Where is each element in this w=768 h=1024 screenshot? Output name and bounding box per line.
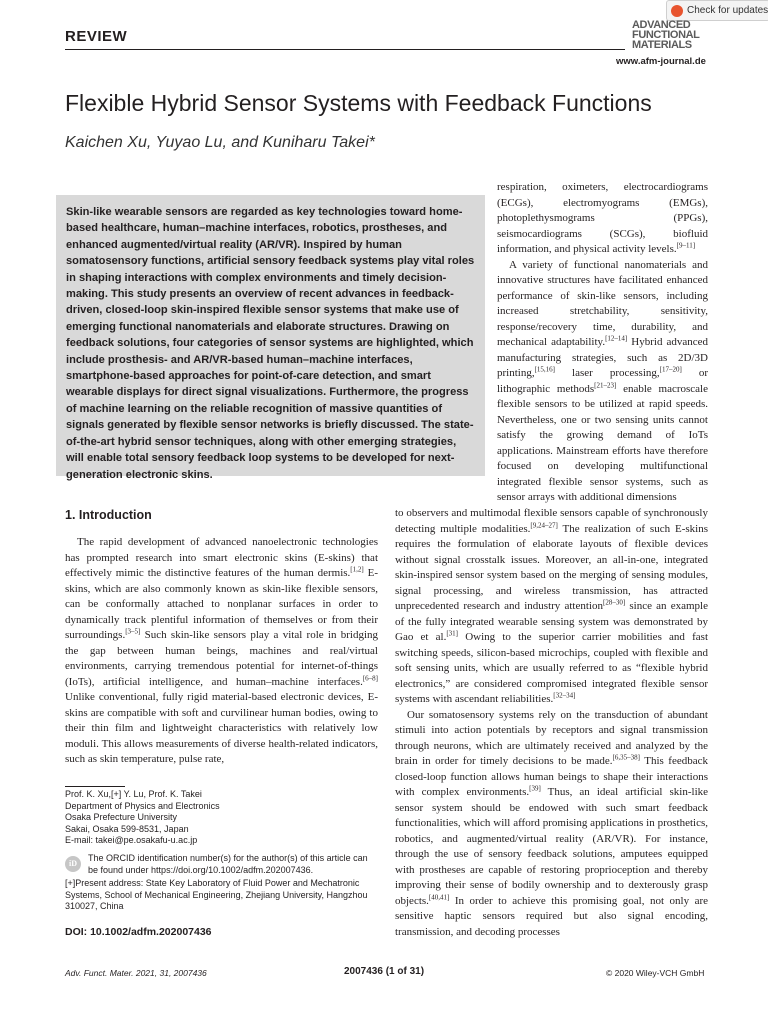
check-for-updates-button[interactable] xyxy=(666,0,768,21)
paragraph-text: enable macroscale flexible sensors to be utilized at rapid speeds. Nevertheless, one or two sensing units cannot satisfy the growing demand of IoTs applications. Mainstream efforts have therefore focused on developing multifunctional integrated flexible sensor systems, such as sensor arrays with additional dimensions xyxy=(497,382,708,503)
affiliation-line: Department of Physics and Electronics xyxy=(65,800,220,811)
citation-ref: [28–30] xyxy=(602,598,626,607)
doi-link[interactable]: DOI: 10.1002/adfm.202007436 xyxy=(65,926,212,938)
right-column-top xyxy=(497,180,708,506)
paragraph-text: The realization of such E-skins requires the formulation of elaborate layouts of flexible devices without signal crosstalk issues. Moreover, an all-in-one, integrated skin-inspired sensor system based on the merging of sensing modules, signal processing, and wireless transmission, has attracted unprecedented research and industry attention xyxy=(395,522,708,612)
logo-line-3: MATERIALS xyxy=(632,39,692,51)
paragraph-text: The rapid development of advanced nanoelectronic technologies has prompted research into smart electronic skins (E-skins) that effectively mimic the distinctive features of the human dermis. xyxy=(65,536,378,579)
citation-ref: [6–8] xyxy=(362,673,378,682)
footer-copyright: © 2020 Wiley-VCH GmbH xyxy=(606,968,705,978)
citation-ref: [17–20] xyxy=(659,365,682,374)
paragraph-text: Our somatosensory systems rely on the transduction of abundant stimuli into action potentials by receptors and signal transmission through neurons, which are ultimately received and analyzed by the brain in order for timely decisions to be made. xyxy=(395,708,708,767)
article-authors: Kaichen Xu, Yuyao Lu, and Kuniharu Takei* xyxy=(65,134,375,151)
citation-ref: [21–23] xyxy=(594,380,617,389)
footer-page-number: 2007436 (1 of 31) xyxy=(344,966,425,977)
affiliation-line: Osaka Prefecture University xyxy=(65,812,178,823)
paragraph-text: to observers and multimodal flexible sensors capable of synchronously detecting multiple modalities. xyxy=(395,507,708,535)
affiliation-line: Prof. K. Xu,[+] Y. Lu, Prof. K. Takei xyxy=(65,789,202,799)
paragraph-text: A variety of functional nanomaterials and innovative structures have facilitated enhanced performance of skin-like sensors, including increased stretchability, sensitivity, response/recovery time, durability, and mechanical adaptability. xyxy=(497,258,708,348)
paragraph-text: Thus, an ideal artificial skin-like sensor system should be endowed with such smart feedback functionalities, which will afford promising applications in prosthetics, robotics, and augmented/virtual reality (AR/VR). For instance, through the use of sensory feedback solutions, amputees equipped with prostheses are capable of restoring proprioception and thereby improving their sense of bodily ownership and to dexterously grasp objects. xyxy=(395,786,709,907)
check-updates-label: Check for updates xyxy=(687,5,768,16)
footnote-rule xyxy=(65,786,125,787)
orcid-icon: iD xyxy=(65,856,81,872)
footer-citation: Adv. Funct. Mater. 2021, 31, 2007436 xyxy=(65,968,207,978)
citation-ref: [15,16] xyxy=(534,365,556,374)
header-rule xyxy=(65,49,625,50)
left-column xyxy=(65,535,378,768)
check-updates-icon xyxy=(671,5,683,17)
citation-ref: [31] xyxy=(446,629,459,638)
paragraph-text: or lithographic methods xyxy=(497,367,709,395)
citation-ref: [40,41] xyxy=(428,892,450,901)
logo-line-1: ADVANCED xyxy=(632,19,691,31)
paragraph-text: Hybrid advanced manufacturing strategies, such as 2D/3D printing, xyxy=(497,336,708,379)
abstract-text: Skin-like wearable sensors are regarded as key technologies toward home-based healthcare, human–machine interfaces, robotics, prostheses, and enhanced augmented/virtual reality (AR/VR). Inspired by human somatosensory functions, artificial sensory feedback systems play vital roles in shaping interactions with complex environments and timely decision-making. This study presents an overview of recent advances in feedback-driven, closed-loop skin-inspired flexible sensor systems that make use of emerging functional nanomaterials and elaborate structures. Drawing on feedback solutions, four categories of sensor systems are highlighted, which include prosthesis- and AR/VR-based human–machine interfaces, smartphone-based approaches for point-of-care detection, and smart wearable displays for direct signal visualizations. Furthermore, the progress of machine learning on the reliable recognition of massive quantities of signals generated by flexible sensor networks is briefly discussed. The state-of-the-art hybrid sensor techniques, along with other emerging strategies, will enable total sensory feedback loop systems to be developed for next-generation electronic skins. xyxy=(66,206,475,481)
paragraph-text: since an example of the fully integrated wearable sensing system was demonstrated by Gao et al. xyxy=(395,600,708,643)
paragraph-text: respiration, oximeters, electrocardiograms (ECGs), electromyograms (EMGs), photoplethysmograms (PPGs), seismocardiograms (SCGs), biofluid information, and physical activity levels. xyxy=(497,181,708,255)
citation-ref: [9,24–27] xyxy=(530,520,558,529)
citation-ref: [3–5] xyxy=(125,627,141,636)
section-label: REVIEW xyxy=(65,28,128,45)
citation-ref: [12–14] xyxy=(605,334,628,343)
paragraph-text: In order to achieve this promising goal, not only are sensitive haptic sensors required but also signal encoding, transmission, and decoding processes xyxy=(395,894,708,938)
citation-ref: [39] xyxy=(529,784,541,793)
citation-ref: [32–34] xyxy=(553,691,576,700)
author-email: E-mail: takei@pe.osakafu-u.ac.jp xyxy=(65,835,198,846)
paragraph-text: Such skin-like sensors play a vital role in bridging the gap between human beings, machines and real/virtual environments, carrying tremendous potential for internet-of-things (IoTs), artificial intelligence, and human–machine interfaces. xyxy=(65,629,378,688)
journal-url: www.afm-journal.de xyxy=(616,56,706,67)
journal-logo xyxy=(632,20,706,50)
present-address-note: [+]Present address: State Key Laboratory of Fluid Power and Mechatronic Systems, School of Mechanical Engineering, Zhejiang University, Hangzhou 310027, China xyxy=(65,878,368,912)
paragraph-text: laser processing, xyxy=(555,367,660,379)
affiliation-line: Sakai, Osaka 599-8531, Japan xyxy=(65,823,189,834)
citation-ref: [6,35–38] xyxy=(612,753,640,762)
affiliation-block xyxy=(65,789,378,847)
paragraph-text: E-skins, which are also commonly known as skin-like flexible sensors, can be conformally attached to nonplanar surfaces in order to dynamically track plentiful information of themselves or from their surroundings. xyxy=(65,567,378,641)
section-heading: 1. Introduction xyxy=(65,508,152,522)
right-column-bottom xyxy=(395,506,708,940)
paragraph-text: Unlike conventional, fully rigid material-based electronic devices, E-skins are compatible with soft and curvilinear human bodies, owing to their thin film and lightweight characteristics with relatively low moduli. This allows measurements of diverse health-related indicators, such as skin temperature, pulse rate, xyxy=(65,691,378,765)
paragraph-text: This feedback closed-loop function allows human beings to shape their interactions with complex environments. xyxy=(395,755,708,798)
article-title: Flexible Hybrid Sensor Systems with Feedback Functions xyxy=(65,90,652,116)
citation-ref: [9–11] xyxy=(676,241,696,250)
logo-line-2: FUNCTIONAL xyxy=(632,29,700,41)
citation-ref: [1,2] xyxy=(350,565,364,574)
paragraph-text: Owing to the superior carrier mobilities and fast switching speeds, silicon-based microchips, coupled with flexible and soft sensing units, which are usually referred to as “flexible hybrid electronics,” are considered compromised integrated flexible sensor systems with ascendant reliabilities. xyxy=(395,631,708,705)
orcid-note: The ORCID identification number(s) for the author(s) of this article can be found under https://doi.org/10.1002/adfm.202007436. xyxy=(88,853,368,875)
